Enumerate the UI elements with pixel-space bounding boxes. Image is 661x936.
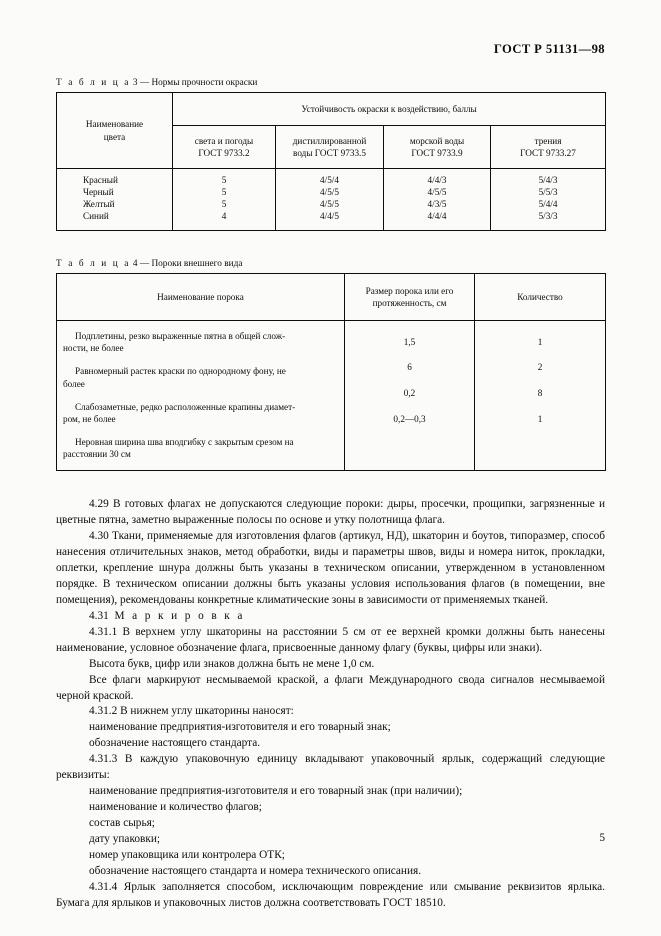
table4-size-value: 0,2 bbox=[403, 387, 416, 398]
list-item-flag-name-quantity: наименование и количество флагов; bbox=[89, 801, 262, 814]
table3-cell-sea-water bbox=[384, 169, 491, 231]
table4-quantity-value: 1 bbox=[537, 336, 543, 347]
clause-4-31-3: 4.31.3 В каждую упаковочную единицу вкладывают упаковочный ярлык, содержащий следующие реквизиты: bbox=[56, 753, 605, 782]
body-text-section bbox=[56, 497, 605, 913]
table4-defect-line: ром, не более bbox=[63, 413, 116, 424]
table3-value-sea: 4/4/4 bbox=[427, 210, 447, 221]
table3-value-distilled: 4/5/5 bbox=[320, 198, 339, 209]
list-item-packer-inspector-number: номер упаковщика или контролера ОТК; bbox=[89, 849, 285, 862]
table3-subheader-distilled-water-line1: дистиллированной bbox=[292, 135, 367, 146]
heading-4-31-title: М а р к и р о в к а bbox=[114, 609, 245, 622]
table4-cell-quantities bbox=[475, 320, 606, 470]
table3-header-color-name-line1: Наименование bbox=[85, 119, 144, 130]
table4-header-quantity: Количество bbox=[475, 273, 606, 320]
table4-caption-title: Пороки внешнего вида bbox=[151, 258, 243, 269]
table4-header-size bbox=[345, 273, 475, 320]
page-content bbox=[56, 0, 605, 912]
table3-subheader-friction-line1: трения bbox=[534, 135, 562, 146]
table4-size-value: 1,5 bbox=[403, 336, 416, 347]
heading-4-31-number: 4.31 bbox=[89, 609, 109, 622]
table4-caption bbox=[56, 259, 605, 269]
list-item-manufacturer-name-trademark-optional: наименование предприятия-изготовителя и его товарный знак (при наличии); bbox=[89, 785, 463, 798]
table3-subheader-sea-water-line2: ГОСТ 9733.9 bbox=[411, 148, 463, 158]
table-appearance-defects bbox=[56, 273, 606, 471]
table3-value-light: 5 bbox=[221, 198, 227, 209]
table3-subheader-friction-line2: ГОСТ 9733.27 bbox=[520, 148, 576, 158]
table3-cell-color-names bbox=[57, 169, 173, 231]
table3-value-distilled: 4/4/5 bbox=[320, 210, 339, 221]
table3-caption bbox=[56, 78, 605, 88]
table4-cell-sizes bbox=[345, 320, 475, 470]
table3-value-distilled: 4/5/4 bbox=[320, 175, 339, 185]
table4-defect-line: ности, не более bbox=[63, 343, 124, 354]
table3-color-name: Синий bbox=[83, 210, 109, 221]
table3-subheader-light-weather bbox=[173, 126, 276, 169]
clause-4-29: 4.29 В готовых флагах не допускаются следующие пороки: дыры, просечки, прощипки, загрязненные и цветные пятна, заметно выраженные полосы по основе и утку полотнища флага. bbox=[56, 497, 605, 526]
table3-value-sea: 4/5/5 bbox=[427, 186, 447, 197]
table4-quantity-value: 1 bbox=[537, 413, 543, 424]
table4-caption-number: 4 bbox=[132, 258, 138, 269]
table3-subheader-sea-water bbox=[384, 126, 491, 169]
table4-header-defect-name: Наименование порока bbox=[57, 273, 345, 320]
table3-subheader-distilled-water-line2: воды ГОСТ 9733.5 bbox=[293, 148, 366, 158]
clause-4-31-2: 4.31.2 В нижнем углу шкаторины наносят: bbox=[89, 705, 294, 718]
page-number: 5 bbox=[599, 832, 605, 844]
table3-color-name: Красный bbox=[83, 175, 118, 185]
heading-4-31 bbox=[56, 609, 605, 625]
table4-header-size-line2: протяженность, см bbox=[372, 297, 447, 308]
table4-defect-line: более bbox=[63, 378, 85, 389]
clause-4-31-1: 4.31.1 В верхнем углу шкаторины на расстоянии 5 см от ее верхней кромки должны быть нанесены наименование, условное обозначение флага, присвоенные данному флагу (буквы, цифры или знаки). bbox=[56, 625, 605, 654]
table4-header-row bbox=[57, 273, 606, 320]
table3-value-sea: 4/4/3 bbox=[427, 175, 447, 185]
table3-value-light: 5 bbox=[221, 175, 227, 185]
table3-color-name: Черный bbox=[83, 186, 114, 197]
table4-defect-line: расстоянии 30 см bbox=[63, 449, 131, 460]
table3-cell-friction bbox=[491, 169, 606, 231]
table4-header-size-line1: Размер порока или его bbox=[365, 285, 454, 296]
table3-subheader-light-weather-line1: света и погоды bbox=[194, 135, 254, 146]
table3-subheader-sea-water-line1: морской воды bbox=[409, 135, 465, 146]
table4-cell-defect-names bbox=[57, 320, 345, 470]
clause-4-30: 4.30 Ткани, применяемые для изготовления флагов (артикул, НД), шкаторин и боутов, типоразмер, способ нанесения отличительных знаков, метод обработки, виды и параметры швов, виды и номера ниток, прокладки, оплетки, крепление шнура должны быть указаны в техническом описании, утвержденном в установленном порядке. В техническом описании должны быть указаны условия использования флагов (в помещении, вне помещения), рекомендованы конкретные климатические зоны в зависимости от применяемых тканей. bbox=[56, 529, 605, 606]
table3-value-friction: 5/4/4 bbox=[538, 198, 558, 209]
table3-value-light: 5 bbox=[221, 186, 227, 197]
table3-value-sea: 4/3/5 bbox=[427, 198, 447, 209]
table3-color-name: Желтый bbox=[83, 198, 115, 209]
table3-value-light: 4 bbox=[221, 210, 227, 221]
table3-caption-title: Нормы прочности окраски bbox=[151, 78, 258, 88]
list-item-manufacturer-name-trademark: наименование предприятия-изготовителя и его товарный знак; bbox=[89, 721, 391, 734]
table4-quantity-value: 8 bbox=[537, 387, 543, 398]
list-item-standard-and-tech-description: обозначение настоящего стандарта и номера технического описания. bbox=[89, 865, 422, 878]
table4-defect-line: Подплетины, резко выраженные пятна в общей слож- bbox=[75, 330, 286, 341]
table3-value-friction: 5/5/3 bbox=[538, 186, 558, 197]
table3-value-distilled: 4/5/5 bbox=[320, 186, 339, 197]
clause-4-31-4: 4.31.4 Ярлык заполняется способом, исключающим повреждение или смывание реквизитов ярлыка. Бумага для ярлыков и упаковочных листов должна соответствовать ГОСТ 18510. bbox=[56, 881, 605, 910]
table3-subheader-distilled-water bbox=[276, 126, 384, 169]
list-item-standard-designation: обозначение настоящего стандарта. bbox=[89, 737, 261, 750]
table3-value-friction: 5/3/3 bbox=[538, 210, 558, 221]
table3-caption-dash: — bbox=[139, 78, 150, 88]
table3-cell-distilled-water bbox=[276, 169, 384, 231]
paragraph-paint-marking: Все флаги маркируют несмываемой краской, а флаги Международного свода сигналов несмываемой черной краской. bbox=[56, 673, 605, 702]
table3-caption-number: 3 bbox=[132, 78, 138, 88]
table3-subheader-light-weather-line2: ГОСТ 9733.2 bbox=[198, 148, 250, 158]
table3-value-friction: 5/4/3 bbox=[538, 175, 558, 185]
table3-header-row-1 bbox=[57, 93, 606, 126]
table3-cell-light-weather bbox=[173, 169, 276, 231]
table3-header-color-name-line2: цвета bbox=[103, 131, 126, 142]
list-item-raw-material-composition: состав сырья; bbox=[89, 817, 155, 830]
table4-caption-prefix: Т а б л и ц а bbox=[56, 258, 131, 269]
table4-caption-dash: — bbox=[139, 258, 150, 269]
running-head-standard-number: ГОСТ Р 51131—98 bbox=[493, 42, 605, 56]
table4-size-value: 0,2—0,3 bbox=[393, 413, 426, 424]
table4-body-row bbox=[57, 320, 606, 470]
list-item-packing-date: дату упаковки; bbox=[89, 833, 161, 846]
paragraph-letter-height: Высота букв, цифр или знаков должна быть не мене 1,0 см. bbox=[89, 657, 375, 670]
table-norms-of-paint-durability bbox=[56, 92, 606, 231]
table3-body-row bbox=[57, 169, 606, 231]
table4-size-value: 6 bbox=[407, 361, 412, 372]
table4-defect-line: Равномерный растек краски по однородному фону, не bbox=[75, 366, 286, 377]
table3-header-color-name bbox=[57, 93, 173, 169]
table4-defect-line: Слабозаметные, редко расположенные крапины диамет- bbox=[75, 401, 296, 412]
table4-defect-line: Неровная ширина шва вподгибку с закрытым срезом на bbox=[75, 437, 294, 448]
table3-header-span-resistance: Устойчивость окраски к воздействию, баллы bbox=[173, 93, 606, 126]
table4-quantity-value: 2 bbox=[537, 361, 543, 372]
table3-caption-prefix: Т а б л и ц а bbox=[56, 78, 131, 88]
table3-subheader-friction bbox=[491, 126, 606, 169]
